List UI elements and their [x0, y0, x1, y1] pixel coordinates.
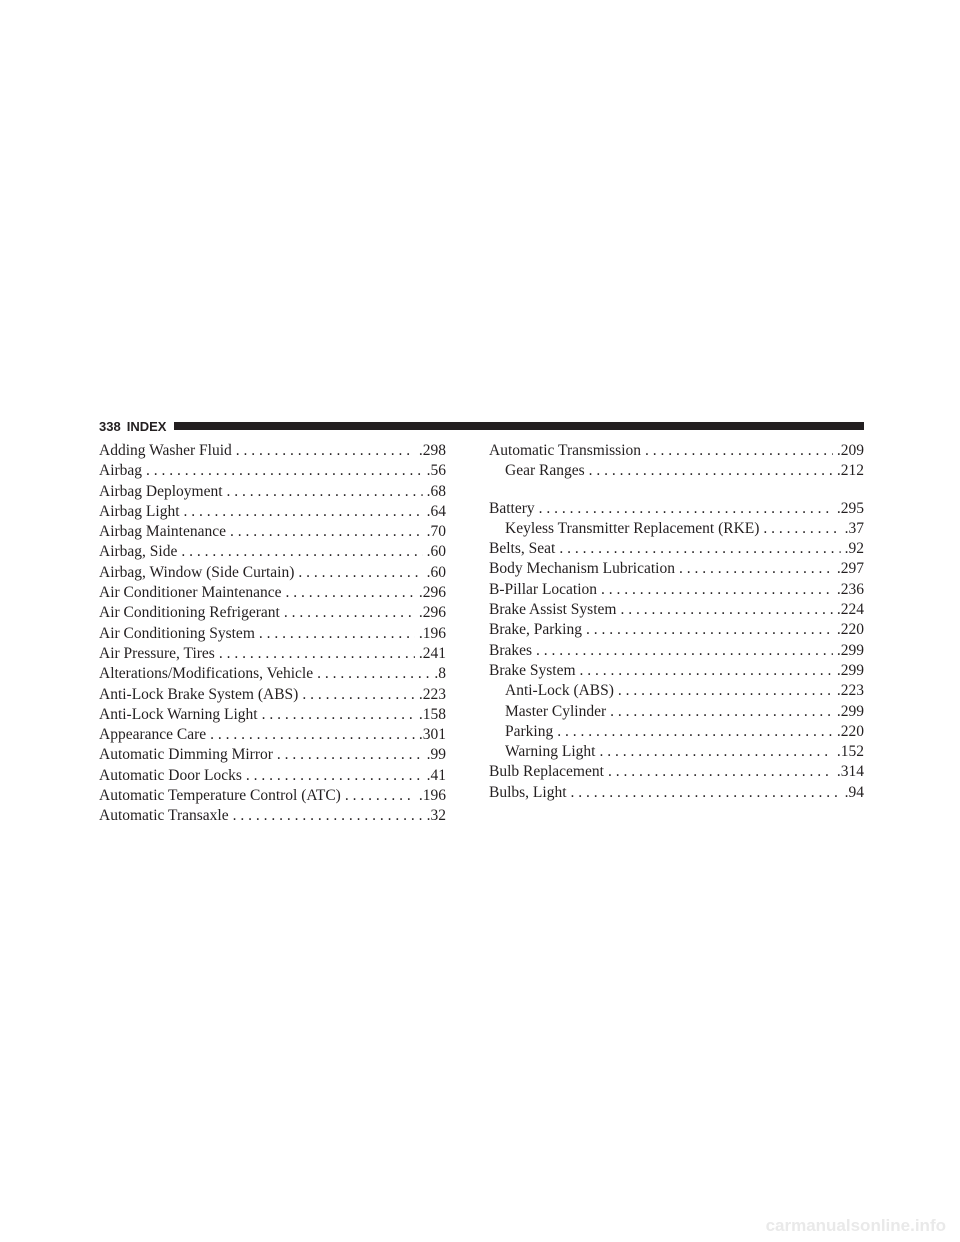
- entry-page-number: .92: [844, 540, 864, 558]
- watermark: carmanualsonline.info: [765, 1216, 946, 1235]
- dot-leader: [259, 624, 415, 644]
- entry-page-number: .196: [418, 787, 446, 805]
- entry-term: Brake Assist System: [489, 601, 617, 619]
- index-entry[interactable]: [99, 725, 446, 745]
- header-label: [99, 419, 172, 434]
- dot-leader: [618, 681, 833, 701]
- entry-term: Air Conditioning Refrigerant: [99, 604, 280, 622]
- entry-page-number: .68: [426, 482, 446, 500]
- index-subentry[interactable]: [489, 742, 864, 762]
- entry-page-number: .296: [418, 584, 446, 602]
- index-column-left: [99, 441, 446, 827]
- index-entry[interactable]: [489, 600, 864, 620]
- index-entry[interactable]: [99, 786, 446, 806]
- index-entry[interactable]: [489, 620, 864, 640]
- entry-page-number: .299: [836, 702, 864, 720]
- entry-term: Parking: [505, 722, 554, 740]
- dot-leader: [210, 725, 415, 745]
- entry-term: Automatic Transaxle: [99, 807, 229, 825]
- entry-page-number: .32: [426, 807, 446, 825]
- index-entry[interactable]: [489, 559, 864, 579]
- dot-leader: [608, 762, 833, 782]
- dot-leader: [181, 542, 422, 562]
- index-entry[interactable]: [489, 661, 864, 681]
- entry-term: Automatic Transmission: [489, 442, 642, 459]
- index-subentry[interactable]: [489, 519, 864, 539]
- entry-term: Warning Light: [505, 743, 596, 761]
- entry-page-number: .152: [836, 743, 864, 761]
- index-subentry[interactable]: [489, 681, 864, 701]
- index-column-right: [489, 441, 864, 803]
- dot-leader: [559, 539, 840, 559]
- page-number: 338: [99, 418, 121, 434]
- entry-page-number: .8: [434, 665, 446, 683]
- entry-page-number: .99: [426, 746, 446, 764]
- index-entry[interactable]: [489, 641, 864, 661]
- entry-term: Airbag, Window (Side Curtain): [99, 563, 295, 581]
- index-entry[interactable]: [99, 766, 446, 786]
- entry-term: Body Mechanism Lubrication: [489, 560, 675, 578]
- index-entry[interactable]: [489, 783, 864, 803]
- entry-page-number: .236: [836, 580, 864, 598]
- dot-leader: [146, 461, 423, 481]
- entry-term: Brakes: [489, 641, 533, 659]
- entry-term: Battery: [489, 499, 535, 517]
- index-entry[interactable]: [99, 502, 446, 522]
- entry-term: Automatic Temperature Control (ATC): [99, 787, 341, 805]
- entry-term: B-Pillar Location: [489, 580, 598, 598]
- entry-term: Automatic Dimming Mirror: [99, 746, 273, 764]
- dot-leader: [620, 600, 832, 620]
- entry-page-number: .212: [836, 462, 864, 480]
- dot-leader: [599, 742, 832, 762]
- dot-leader: [536, 641, 833, 661]
- entry-term: Airbag Light: [99, 502, 180, 520]
- entry-page-number: .299: [836, 641, 864, 659]
- index-entry[interactable]: [99, 745, 446, 765]
- entry-page-number: .94: [844, 783, 864, 801]
- dot-leader: [589, 461, 833, 481]
- index-entry[interactable]: [99, 705, 446, 725]
- dot-leader: [763, 519, 840, 539]
- entry-term: Brake System: [489, 661, 576, 679]
- index-entry[interactable]: [99, 542, 446, 562]
- dot-leader: [571, 783, 841, 803]
- entry-term: Air Conditioning System: [99, 624, 255, 642]
- dot-leader: [610, 702, 833, 722]
- entry-term: Keyless Transmitter Replacement (RKE): [505, 519, 760, 537]
- dot-leader: [236, 441, 415, 461]
- entry-page-number: .224: [836, 601, 864, 619]
- dot-leader: [184, 502, 423, 522]
- entry-page-number: .56: [426, 462, 446, 480]
- entry-term: Master Cylinder: [505, 702, 607, 720]
- section-title: INDEX: [126, 418, 167, 434]
- index-entry[interactable]: [99, 603, 446, 623]
- entry-term: Anti-Lock Brake System (ABS): [99, 685, 299, 703]
- dot-leader: [227, 482, 423, 502]
- entry-term: Gear Ranges: [505, 462, 585, 480]
- dot-leader: [645, 441, 833, 461]
- entry-page-number: .158: [418, 705, 446, 723]
- entry-page-number: .60: [426, 563, 446, 581]
- header-rule: [174, 422, 864, 430]
- entry-term: Automatic Door Locks: [99, 766, 242, 784]
- index-entry[interactable]: [489, 499, 864, 519]
- entry-page-number: .223: [836, 682, 864, 700]
- entry-page-number: .64: [426, 502, 446, 520]
- dot-leader: [580, 661, 833, 681]
- entry-page-number: .241: [418, 644, 446, 662]
- entry-term: Appearance Care: [99, 726, 207, 744]
- entry-term: Airbag, Side: [99, 543, 178, 561]
- dot-leader: [233, 806, 423, 826]
- dot-leader: [679, 559, 833, 579]
- entry-page-number: .209: [836, 442, 864, 459]
- dot-leader: [317, 664, 430, 684]
- index-entry[interactable]: [99, 441, 446, 461]
- index-entry[interactable]: [99, 583, 446, 603]
- entry-term: Adding Washer Fluid: [99, 442, 232, 459]
- index-entry[interactable]: [99, 522, 446, 542]
- entry-page-number: .301: [418, 726, 446, 744]
- entry-term: Bulbs, Light: [489, 783, 567, 801]
- index-entry[interactable]: [99, 806, 446, 826]
- entry-page-number: .299: [836, 661, 864, 679]
- index-entry[interactable]: [489, 539, 864, 559]
- index-entry[interactable]: [99, 685, 446, 705]
- entry-term: Anti-Lock Warning Light: [99, 705, 258, 723]
- entry-page-number: .37: [844, 519, 864, 537]
- entry-page-number: .298: [418, 442, 446, 459]
- dot-leader: [557, 722, 833, 742]
- entry-term: Anti-Lock (ABS): [505, 682, 614, 700]
- entry-page-number: .70: [426, 523, 446, 541]
- dot-leader: [539, 499, 833, 519]
- entry-page-number: .196: [418, 624, 446, 642]
- entry-term: Air Conditioner Maintenance: [99, 584, 282, 602]
- entry-page-number: .296: [418, 604, 446, 622]
- index-subentry[interactable]: [489, 702, 864, 722]
- index-entry[interactable]: [489, 580, 864, 600]
- entry-term: Brake, Parking: [489, 621, 582, 639]
- index-subentry[interactable]: [489, 461, 864, 481]
- dot-leader: [230, 522, 423, 542]
- dot-leader: [586, 620, 833, 640]
- dot-leader: [286, 583, 415, 603]
- index-entry[interactable]: [489, 441, 864, 461]
- index-entry[interactable]: [99, 624, 446, 644]
- dot-leader: [345, 786, 415, 806]
- index-entry[interactable]: [99, 563, 446, 583]
- entry-page-number: .295: [836, 499, 864, 517]
- entry-term: Airbag Maintenance: [99, 523, 226, 541]
- entry-page-number: .297: [836, 560, 864, 578]
- running-header: [99, 417, 864, 435]
- entry-page-number: .220: [836, 722, 864, 740]
- dot-leader: [246, 766, 423, 786]
- dot-leader: [302, 685, 415, 705]
- entry-page-number: .314: [836, 763, 864, 781]
- dot-leader: [601, 580, 833, 600]
- entry-term: Alterations/Modifications, Vehicle: [99, 665, 314, 683]
- entry-page-number: .41: [426, 766, 446, 784]
- dot-leader: [284, 603, 415, 623]
- index-entry[interactable]: [99, 482, 446, 502]
- index-entry[interactable]: [99, 664, 446, 684]
- dot-leader: [262, 705, 415, 725]
- dot-leader: [219, 644, 415, 664]
- index-subentry[interactable]: [489, 722, 864, 742]
- dot-leader: [298, 563, 422, 583]
- entry-term: Bulb Replacement: [489, 763, 604, 781]
- entry-term: Airbag Deployment: [99, 482, 223, 500]
- index-entry[interactable]: [489, 762, 864, 782]
- entry-page-number: .220: [836, 621, 864, 639]
- entry-page-number: .223: [418, 685, 446, 703]
- index-entry[interactable]: [99, 644, 446, 664]
- entry-term: Air Pressure, Tires: [99, 644, 215, 662]
- entry-page-number: .60: [426, 543, 446, 561]
- entry-term: Belts, Seat: [489, 540, 556, 558]
- entry-term: Airbag: [99, 462, 143, 480]
- index-entry[interactable]: [99, 461, 446, 481]
- dot-leader: [277, 745, 423, 765]
